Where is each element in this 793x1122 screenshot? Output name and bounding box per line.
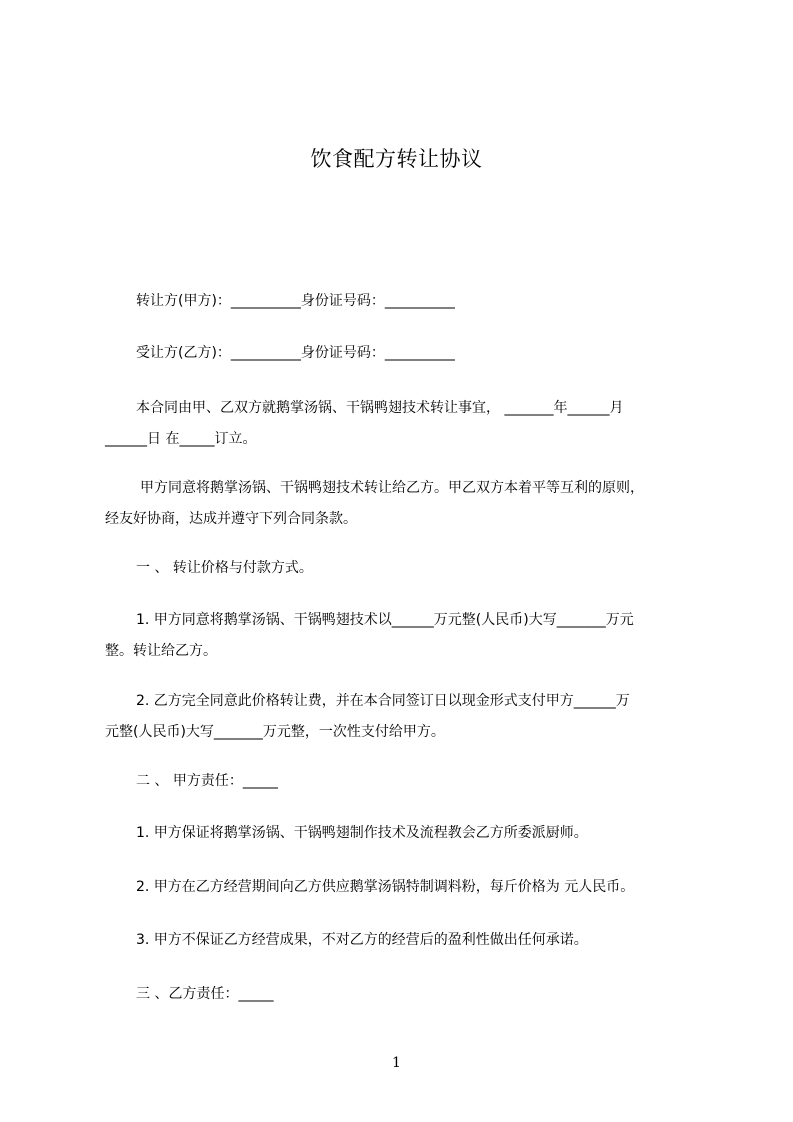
document-title: 饮食配方转让协议 (310, 147, 483, 171)
section-2-item-1: 1. 甲方保证将鹅掌汤锅、干锅鸭翅制作技术及流程教会乙方所委派厨师。 (136, 825, 588, 841)
section-1-item-1-line-2: 整。转让给乙方。 (105, 643, 217, 659)
section-2-item-3: 3. 甲方不保证乙方经营成果，不对乙方的经营后的盈利性做出任何承诺。 (136, 932, 588, 948)
section-3-heading: 三 、乙方责任：_____ (136, 986, 274, 1002)
intro-line-1: 本合同由甲、乙双方就鹅掌汤锅、干锅鸭翅技术转让事宜， _______年______月 (136, 400, 624, 416)
agreement-line-2: 经友好协商，达成并遵守下列合同条款。 (105, 511, 357, 527)
agreement-line-1: 甲方同意将鹅掌汤锅、干锅鸭翅技术转让给乙方。甲乙双方本着平等互利的原则， (140, 480, 644, 496)
section-2-heading: 二 、 甲方责任：_____ (136, 773, 278, 789)
page-number: 1 (392, 1055, 401, 1071)
agreement-paragraph (105, 473, 713, 535)
intro-line-2: ______日 在_____订立。 (105, 431, 257, 447)
section-1-item-2 (105, 686, 713, 748)
section-2-item-2: 2. 甲方在乙方经营期间向乙方供应鹅掌汤锅特制调料粉，每斤价格为 元人民币。 (136, 879, 635, 895)
section-1-item-1 (105, 605, 713, 667)
transferor-line: 转让方(甲方)：__________身份证号码：__________ (136, 293, 455, 309)
section-1-heading: 一 、 转让价格与付款方式。 (136, 560, 313, 576)
section-1-item-1-line-1: 1. 甲方同意将鹅掌汤锅、干锅鸭翅技术以______万元整(人民币)大写_______万元 (136, 612, 634, 628)
transferee-line: 受让方(乙方)：__________身份证号码：__________ (136, 345, 455, 361)
section-1-item-2-line-1: 2. 乙方完全同意此价格转让费，并在本合同签订日以现金形式支付甲方______万 (136, 693, 630, 709)
intro-paragraph (105, 393, 713, 455)
section-1-item-2-line-2: 元整(人民币)大写_______万元整，一次性支付给甲方。 (105, 724, 445, 740)
